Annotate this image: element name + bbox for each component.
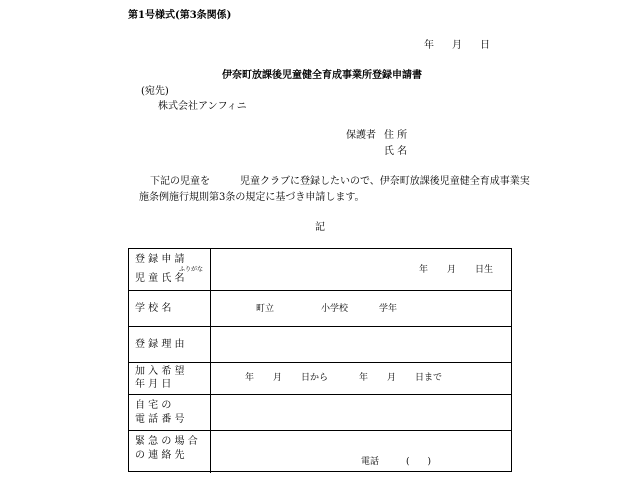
dob-month: 月: [447, 265, 457, 275]
row-emergency-contact: [129, 431, 511, 473]
registration-table: [128, 248, 512, 472]
address-label: 住 所: [384, 130, 408, 141]
name-label: 氏 名: [384, 146, 408, 157]
row1-label-a: 登 録 申 請: [135, 254, 185, 265]
dob-year: 年: [419, 265, 429, 275]
guardian-label: 保護者: [346, 130, 376, 141]
addressee-name: 株式会社アンフィニ: [158, 101, 247, 112]
row4-label-b: 年 月 日: [135, 379, 172, 390]
to-month: 月: [387, 373, 397, 383]
school-town: 町立: [256, 304, 275, 314]
ki-heading: 記: [315, 222, 325, 233]
row-registration-reason: [129, 327, 511, 363]
date-year: 年: [424, 40, 434, 51]
row-desired-date: [129, 363, 511, 395]
row1-label-b: 児 童 氏 名: [135, 273, 185, 284]
row-home-phone: [129, 395, 511, 431]
row2-label: 学 校 名: [135, 303, 172, 314]
to-day: 日まで: [415, 373, 443, 383]
row6-label-a: 緊 急 の 場 合: [135, 436, 198, 447]
row5-label-b: 電 話 番 号: [135, 414, 185, 425]
school-type: 小学校: [321, 304, 349, 314]
row6-label-b: の 連 絡 先: [135, 450, 185, 461]
tel-parentheses: ( ): [406, 457, 432, 467]
furigana-note: ふりがな: [179, 266, 204, 273]
row-child-name: [129, 249, 511, 291]
body-text-line2: 施条例施行規則第3条の規定に基づき申請します。: [139, 192, 365, 203]
label-cell: [129, 327, 211, 362]
label-cell: [129, 395, 211, 430]
date-month: 月: [452, 40, 462, 51]
row-school-name: [129, 291, 511, 327]
document-title: 伊奈町放課後児童健全育成事業所登録申請書: [222, 70, 422, 81]
body-text-line1: 下記の児童を 児童クラブに登録したいので、伊奈町放課後児童健全育成事業実: [150, 176, 530, 187]
form-number: 第1号様式(第3条関係): [128, 10, 232, 21]
label-cell: [129, 431, 211, 473]
label-cell: [129, 363, 211, 394]
row4-label-a: 加 入 希 望: [135, 366, 185, 377]
from-month: 月: [273, 373, 283, 383]
school-grade: 学年: [379, 304, 398, 314]
row5-label-a: 自 宅 の: [135, 400, 172, 411]
dob-day: 日生: [475, 265, 494, 275]
addressee-label: (宛先): [141, 86, 169, 97]
to-year: 年: [359, 373, 369, 383]
label-cell: [129, 291, 211, 326]
tel-label: 電話: [361, 457, 380, 467]
from-day: 日から: [301, 373, 329, 383]
row3-label: 登 録 理 由: [135, 339, 185, 350]
date-day: 日: [480, 40, 490, 51]
label-cell: [129, 249, 211, 290]
from-year: 年: [245, 373, 255, 383]
